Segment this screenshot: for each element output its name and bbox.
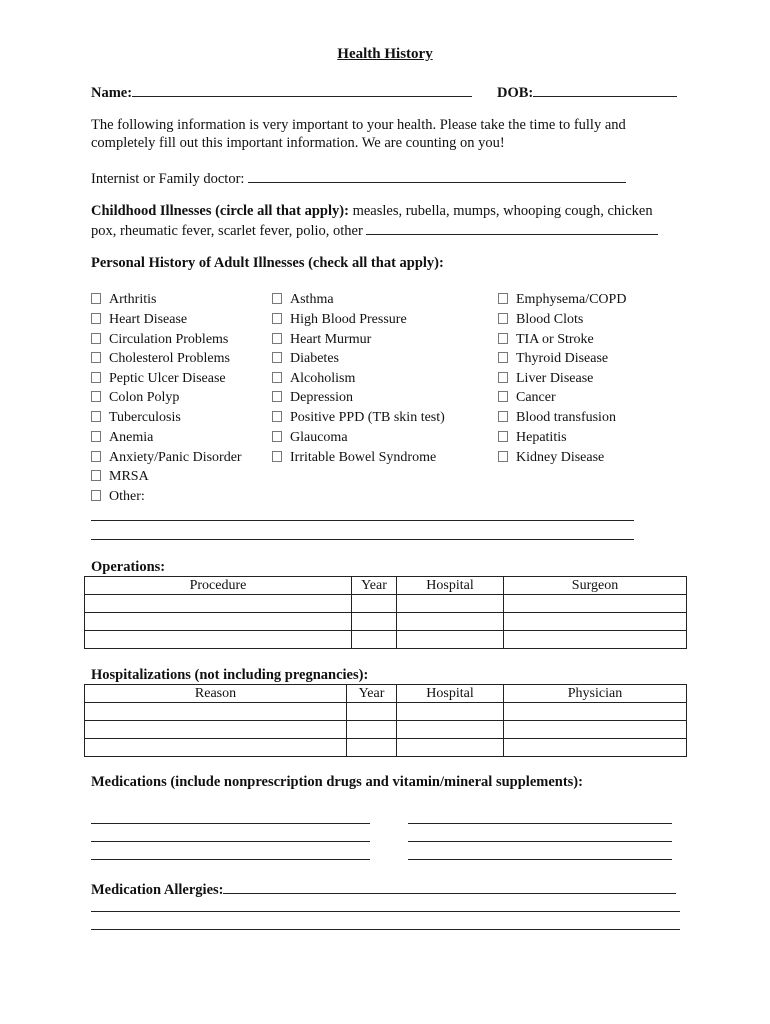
checkbox-icon[interactable] [91, 451, 101, 462]
childhood-label: Childhood Illnesses (circle all that apply): [91, 203, 349, 219]
checkbox-item[interactable]: Heart Murmur [272, 330, 371, 350]
checkbox-icon[interactable] [91, 333, 101, 344]
table-row [85, 703, 687, 721]
column-header: Hospital [397, 685, 504, 703]
allergies-row [91, 879, 676, 899]
checkbox-icon[interactable] [498, 431, 508, 442]
checkbox-item[interactable]: Arthritis [91, 290, 156, 310]
checkbox-icon[interactable] [91, 411, 101, 422]
checkbox-icon[interactable] [498, 333, 508, 344]
allergies-line[interactable] [91, 929, 680, 930]
hospitalizations-table [84, 684, 687, 757]
other-line[interactable] [91, 520, 634, 521]
childhood-options-line2: pox, rheumatic fever, scarlet fever, polio, other [91, 223, 363, 239]
table-cell[interactable] [397, 703, 504, 721]
table-row [85, 595, 687, 613]
childhood-other-field[interactable] [366, 220, 658, 235]
checkbox-icon[interactable] [498, 313, 508, 324]
checkbox-item[interactable]: Anemia [91, 428, 153, 448]
checkbox-item[interactable]: Diabetes [272, 349, 339, 369]
checkbox-icon[interactable] [272, 313, 282, 324]
dob-row [497, 82, 677, 102]
childhood-options-line1: measles, rubella, mumps, whooping cough, chicken [352, 203, 653, 219]
table-cell[interactable] [85, 739, 347, 757]
table-cell[interactable] [504, 595, 687, 613]
checkbox-item[interactable]: Cancer [498, 388, 556, 408]
checkbox-item[interactable]: Liver Disease [498, 369, 593, 389]
checkbox-icon[interactable] [498, 411, 508, 422]
checkbox-icon[interactable] [498, 391, 508, 402]
table-cell[interactable] [504, 613, 687, 631]
allergies-line[interactable] [91, 911, 680, 912]
medication-line[interactable] [408, 859, 672, 860]
checkbox-item[interactable]: Thyroid Disease [498, 349, 608, 369]
checkbox-item[interactable]: Peptic Ulcer Disease [91, 369, 226, 389]
table-cell[interactable] [347, 739, 397, 757]
operations-table [84, 576, 687, 649]
checkbox-icon[interactable] [91, 490, 101, 501]
table-cell[interactable] [85, 613, 352, 631]
table-cell[interactable] [397, 631, 504, 649]
checkbox-item[interactable]: Kidney Disease [498, 448, 604, 468]
table-cell[interactable] [85, 703, 347, 721]
medication-line[interactable] [91, 859, 370, 860]
doctor-label: Internist or Family doctor: [91, 171, 245, 187]
medications-heading: Medications (include nonprescription drugs and vitamin/mineral supplements): [91, 774, 583, 790]
checkbox-icon[interactable] [272, 451, 282, 462]
checkbox-icon[interactable] [91, 431, 101, 442]
table-cell[interactable] [347, 721, 397, 739]
checkbox-item[interactable]: TIA or Stroke [498, 330, 594, 350]
table-cell[interactable] [397, 595, 504, 613]
medication-line[interactable] [408, 841, 672, 842]
name-row [91, 82, 472, 102]
checkbox-item[interactable]: Irritable Bowel Syndrome [272, 448, 436, 468]
allergies-label: Medication Allergies: [91, 882, 224, 898]
table-cell[interactable] [397, 721, 504, 739]
table-row [85, 631, 687, 649]
table-cell[interactable] [85, 595, 352, 613]
other-line[interactable] [91, 539, 634, 540]
doctor-field[interactable] [248, 168, 626, 183]
checkbox-icon[interactable] [91, 470, 101, 481]
checkbox-item[interactable]: Anxiety/Panic Disorder [91, 448, 242, 468]
checkbox-item[interactable]: Blood transfusion [498, 408, 616, 428]
column-header: Hospital [397, 577, 504, 595]
intro-paragraph: The following information is very important to your health. Please take the time to fully and completely fill out this important information. We are counting on you! [91, 117, 626, 151]
table-cell[interactable] [85, 631, 352, 649]
medication-line[interactable] [408, 823, 672, 824]
checkbox-icon[interactable] [91, 313, 101, 324]
checkbox-icon[interactable] [498, 352, 508, 363]
name-field[interactable] [132, 82, 472, 97]
checkbox-item[interactable]: Hepatitis [498, 428, 567, 448]
childhood-illnesses [91, 203, 671, 221]
column-header: Physician [504, 685, 687, 703]
checkbox-item[interactable]: Heart Disease [91, 310, 187, 330]
checkbox-icon[interactable] [498, 451, 508, 462]
table-cell[interactable] [504, 721, 687, 739]
table-row [85, 721, 687, 739]
checkbox-item[interactable]: Blood Clots [498, 310, 583, 330]
checkbox-icon[interactable] [498, 372, 508, 383]
allergies-field[interactable] [223, 879, 676, 894]
medication-line[interactable] [91, 841, 370, 842]
checkbox-icon[interactable] [272, 372, 282, 383]
table-cell[interactable] [504, 739, 687, 757]
table-cell[interactable] [504, 631, 687, 649]
checkbox-icon[interactable] [91, 391, 101, 402]
name-label: Name: [91, 85, 133, 101]
checkbox-icon[interactable] [272, 411, 282, 422]
checkbox-item[interactable]: High Blood Pressure [272, 310, 407, 330]
operations-heading: Operations: [91, 559, 166, 575]
column-header: Surgeon [504, 577, 687, 595]
table-cell[interactable] [352, 595, 397, 613]
table-cell[interactable] [352, 631, 397, 649]
table-cell[interactable] [504, 703, 687, 721]
checkbox-item[interactable]: Other: [91, 487, 145, 507]
table-cell[interactable] [347, 703, 397, 721]
checkbox-item[interactable]: Circulation Problems [91, 330, 228, 350]
table-cell[interactable] [352, 613, 397, 631]
checkbox-icon[interactable] [272, 333, 282, 344]
dob-field[interactable] [533, 82, 677, 97]
checkbox-item[interactable]: Colon Polyp [91, 388, 179, 408]
table-cell[interactable] [397, 613, 504, 631]
dob-label: DOB: [497, 85, 534, 101]
checkbox-icon[interactable] [272, 293, 282, 304]
checkbox-item[interactable]: Positive PPD (TB skin test) [272, 408, 445, 428]
checkbox-icon[interactable] [91, 293, 101, 304]
checkbox-icon[interactable] [91, 352, 101, 363]
checkbox-item[interactable]: Alcoholism [272, 369, 355, 389]
checkbox-item[interactable]: Depression [272, 388, 353, 408]
medication-line[interactable] [91, 823, 370, 824]
checkbox-icon[interactable] [91, 372, 101, 383]
table-header-row [85, 577, 687, 595]
hospitalizations-heading: Hospitalizations (not including pregnancies): [91, 667, 369, 683]
checkbox-icon[interactable] [272, 352, 282, 363]
table-header-row [85, 685, 687, 703]
checkbox-item[interactable]: MRSA [91, 467, 149, 487]
table-row [85, 613, 687, 631]
childhood-line2-row [91, 220, 658, 240]
checkbox-icon[interactable] [272, 431, 282, 442]
doctor-row [91, 168, 626, 188]
column-header: Reason [85, 685, 347, 703]
checkbox-item[interactable]: Glaucoma [272, 428, 348, 448]
column-header: Procedure [85, 577, 352, 595]
checkbox-icon[interactable] [498, 293, 508, 304]
table-cell[interactable] [85, 721, 347, 739]
column-header: Year [347, 685, 397, 703]
form-title: Health History [337, 46, 433, 62]
checkbox-item[interactable]: Cholesterol Problems [91, 349, 230, 369]
checkbox-item[interactable]: Emphysema/COPD [498, 290, 626, 310]
checkbox-icon[interactable] [272, 391, 282, 402]
checkbox-item[interactable]: Tuberculosis [91, 408, 181, 428]
adult-illnesses-heading: Personal History of Adult Illnesses (check all that apply): [91, 255, 444, 271]
table-cell[interactable] [397, 739, 504, 757]
checkbox-item[interactable]: Asthma [272, 290, 334, 310]
table-row [85, 739, 687, 757]
column-header: Year [352, 577, 397, 595]
